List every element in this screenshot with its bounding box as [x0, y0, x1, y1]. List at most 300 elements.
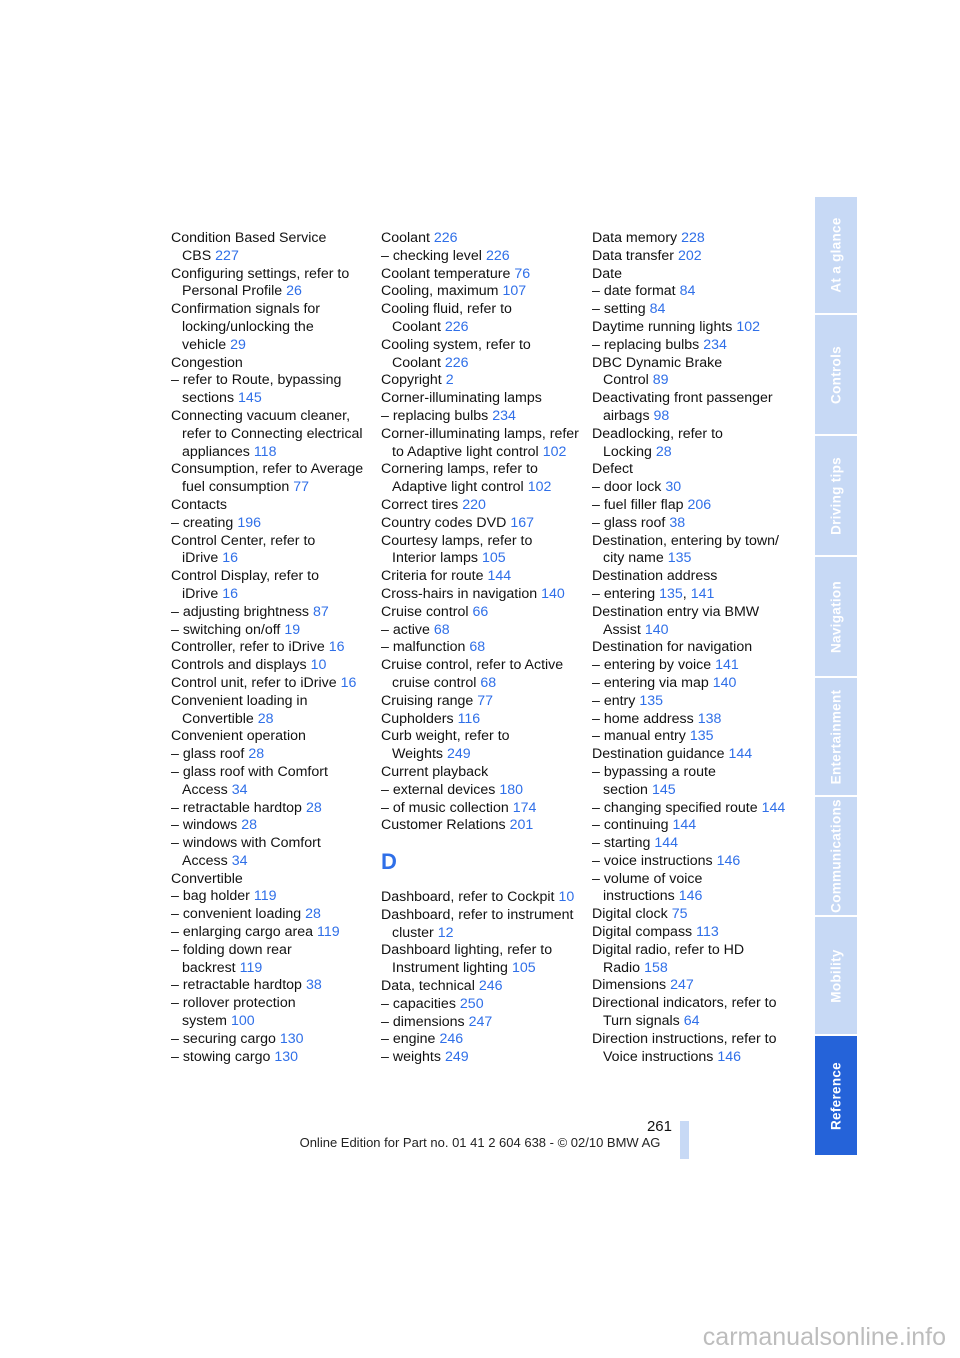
page-ref-link[interactable]: 228: [681, 230, 705, 246]
index-entry-text: Cooling system, refer to Coolant: [381, 336, 531, 371]
page-ref-link[interactable]: 26: [286, 283, 302, 300]
page-ref-link[interactable]: 12: [437, 924, 454, 941]
page-ref-link[interactable]: 28: [257, 710, 274, 727]
index-entry-text: – door lock: [592, 479, 662, 496]
page-ref-link[interactable]: 28: [248, 746, 265, 763]
index-entry: [171, 800, 369, 818]
index-entry-text: Defect: [592, 461, 634, 478]
page-ref-link[interactable]: 135: [639, 692, 664, 709]
page-ref-link[interactable]: 135: [667, 550, 692, 567]
page-ref-link[interactable]: 167: [510, 514, 535, 531]
index-entry: [592, 693, 790, 711]
index-entry-text: Cornering lamps, refer to Adaptive light control: [381, 461, 538, 496]
page-ref-link[interactable]: 34: [231, 781, 248, 798]
index-entry-text: Congestion: [171, 354, 243, 371]
page-ref-link[interactable]: 226: [485, 247, 510, 264]
index-entry: [171, 871, 369, 889]
page-ref-link[interactable]: 28: [241, 817, 258, 834]
index-entry: [592, 497, 790, 515]
index-letter-heading: D: [381, 849, 397, 875]
index-entry: [381, 622, 579, 640]
index-entry: [381, 764, 579, 782]
section-tab-label: Driving tips: [828, 456, 844, 535]
index-entry: [171, 888, 369, 906]
index-entry-text: – folding down rear backrest: [171, 941, 292, 976]
page-ref-link[interactable]: 250: [459, 995, 484, 1012]
index-entry-text: – stowing cargo: [171, 1048, 271, 1065]
index-entry: [171, 1031, 369, 1049]
page-ref-link[interactable]: 28: [305, 799, 322, 816]
index-entry-text: Controls and displays: [171, 657, 307, 674]
index-entry-text: – capacities: [381, 995, 456, 1012]
page-ref-link[interactable]: 234: [492, 407, 516, 424]
page-ref-link[interactable]: 180: [499, 781, 524, 798]
index-entry: [592, 426, 790, 462]
index-entry-text: – checking level: [381, 247, 482, 264]
page-ref-link[interactable]: 145: [651, 781, 676, 798]
index-entry: [381, 1014, 579, 1032]
index-entry: [171, 924, 369, 942]
index-entry: [592, 906, 790, 924]
index-entry-text: – entering by voice: [592, 657, 712, 674]
page-ref-link[interactable]: 130: [274, 1048, 299, 1065]
page-ref-separator: ,: [682, 585, 687, 602]
index-entry: [381, 248, 579, 266]
index-entry: [592, 746, 790, 764]
section-tab-mobility[interactable]: [815, 917, 857, 1034]
index-entry-text: Daytime running lights: [592, 318, 733, 335]
page-ref-link[interactable]: 76: [514, 265, 531, 282]
index-entry: [592, 924, 790, 942]
index-entry-text: – of music collection: [381, 799, 509, 816]
index-entry-text: – malfunction: [381, 639, 466, 656]
index-entry-text: – glass roof with Comfort Access: [171, 763, 328, 798]
index-entry-text: Cupholders: [381, 710, 454, 727]
index-entry-text: Dimensions: [592, 977, 667, 994]
index-entry-text: Contacts: [171, 496, 227, 513]
index-entry: [381, 817, 579, 835]
page-ref-link[interactable]: 119: [239, 959, 263, 976]
page-ref-link[interactable]: 234: [703, 336, 727, 353]
index-entry: [171, 461, 369, 497]
index-entry: [592, 657, 790, 675]
index-entry-text: Deactivating front passenger airbags: [592, 390, 773, 424]
page-ref-link[interactable]: 77: [293, 479, 310, 496]
index-entry: [592, 977, 790, 995]
index-entry: [381, 639, 579, 657]
page-ref-link[interactable]: 246: [478, 978, 503, 995]
page-ref-link[interactable]: 226: [444, 354, 469, 371]
section-tab-label: Entertainment: [828, 689, 844, 784]
page-ref-link[interactable]: 102: [542, 443, 567, 460]
index-entry: [592, 800, 790, 818]
page-ref-link[interactable]: 38: [669, 514, 686, 531]
section-tab-label: Controls: [828, 345, 844, 404]
index-entry: [592, 728, 790, 746]
index-entry: [171, 942, 369, 978]
watermark: carmanualsonline.info: [702, 1323, 946, 1351]
index-entry-text: Corner-illuminating lamps, refer to Adaptive light control: [381, 425, 579, 460]
page-ref-link[interactable]: 249: [447, 746, 471, 763]
page-ref-link[interactable]: 247: [670, 977, 694, 994]
index-entry: [381, 693, 579, 711]
page-ref-link[interactable]: 2: [445, 372, 454, 389]
page-ref-link[interactable]: 77: [477, 692, 494, 709]
index-entry: [171, 533, 369, 569]
index-entry: [381, 497, 579, 515]
page-ref-link[interactable]: 66: [472, 603, 489, 620]
section-tab-navigation[interactable]: [815, 557, 857, 676]
index-entry-text: Coolant: [381, 230, 430, 246]
index-entry: [592, 230, 790, 248]
page-ref-link[interactable]: 249: [444, 1049, 469, 1066]
index-entry-text: – switching on/off: [171, 621, 281, 638]
index-entry-text: Dashboard, refer to instrument cluster: [381, 906, 574, 941]
index-entry-text: – fuel filler flap: [592, 496, 684, 513]
index-entry-text: Controller, refer to iDrive: [171, 639, 325, 656]
index-entry: [381, 390, 579, 408]
page-ref-link[interactable]: 145: [238, 390, 262, 407]
page-ref-link[interactable]: 30: [665, 479, 682, 496]
index-entry-text: Convenient loading in Convertible: [171, 692, 308, 727]
index-entry: [381, 533, 579, 569]
page-ref-link[interactable]: 158: [644, 959, 668, 976]
index-entry: [171, 977, 369, 995]
index-entry: [171, 497, 369, 515]
page-ref-link[interactable]: 226: [444, 318, 469, 335]
index-entry: [592, 675, 790, 693]
page-ref-link[interactable]: 89: [652, 372, 669, 389]
index-entry: [381, 461, 579, 497]
index-entry-text: – entry: [592, 692, 636, 709]
index-entry: [381, 1031, 579, 1049]
index-entry-text: – external devices: [381, 781, 496, 798]
index-entry: [381, 711, 579, 729]
page-ref-link[interactable]: 29: [230, 336, 246, 353]
index-entry-text: – bag holder: [171, 888, 250, 905]
index-entry: [592, 835, 790, 853]
index-entry: [381, 337, 579, 373]
page-ref-link[interactable]: 68: [469, 639, 486, 656]
index-entry-text: – enlarging cargo area: [171, 924, 313, 941]
index-entry-text: – starting: [592, 835, 651, 852]
index-entry-text: Consumption, refer to Average fuel consumption: [171, 461, 364, 496]
index-entry-text: – windows with Comfort Access: [171, 835, 321, 869]
index-entry-text: – engine: [381, 1031, 436, 1048]
page-ref-link[interactable]: 113: [696, 924, 719, 941]
index-entry: [171, 764, 369, 800]
page-ref-link[interactable]: 144: [654, 835, 679, 852]
page-ref-link[interactable]: 140: [712, 674, 737, 691]
index-entry: [381, 657, 579, 693]
index-entry: [171, 639, 369, 657]
index-entry: [381, 907, 579, 943]
index-entry-text: – volume of voice instructions: [592, 870, 703, 905]
index-entry: [592, 319, 790, 337]
page-ref-link[interactable]: 118: [253, 443, 277, 460]
index-entry: [381, 568, 579, 586]
page-ref-link[interactable]: 138: [697, 710, 722, 727]
index-column-1: [171, 230, 369, 1066]
index-entry-text: Customer Relations: [381, 817, 506, 834]
index-entry-text: Data, technical: [381, 978, 475, 995]
index-entry-text: – refer to Route, bypassing sections: [171, 372, 342, 407]
index-entry-text: Control unit, refer to iDrive: [171, 674, 337, 691]
index-entry: [171, 693, 369, 729]
index-entry-text: Digital radio, refer to HD Radio: [592, 941, 745, 976]
page-ref-link[interactable]: 141: [690, 585, 715, 602]
index-entry-text: Condition Based Service CBS: [171, 230, 327, 264]
index-entry: [592, 586, 790, 604]
footer-text: Online Edition for Part no. 01 41 2 604 638 - © 02/10 BMW AG: [299, 1135, 661, 1150]
index-entry-text: Control Display, refer to iDrive: [171, 568, 319, 602]
index-entry: [592, 533, 790, 569]
index-entry: [592, 604, 790, 640]
index-entry-text: – manual entry: [592, 728, 686, 745]
index-entry: [171, 995, 369, 1031]
page-ref-link[interactable]: 144: [728, 746, 753, 763]
index-entry-text: Cruise control: [381, 603, 469, 620]
index-entry-text: – glass roof: [592, 514, 666, 531]
page-ref-link[interactable]: 68: [433, 621, 450, 638]
index-entry: [171, 372, 369, 408]
index-entry-text: Copyright: [381, 372, 442, 389]
index-entry: [171, 622, 369, 640]
index-entry: [171, 266, 369, 302]
index-entry-text: – adjusting brightness: [171, 603, 310, 620]
index-entry: [381, 728, 579, 764]
page-ref-link[interactable]: 144: [487, 568, 512, 585]
index-entry-text: – continuing: [592, 817, 669, 834]
section-tab-at-a-glance[interactable]: [815, 197, 857, 313]
index-entry: [592, 871, 790, 907]
page-ref-link[interactable]: 98: [653, 407, 670, 424]
page-ref-link[interactable]: 146: [678, 888, 703, 905]
index-entry-text: Data transfer: [592, 247, 675, 264]
index-entry-text: – retractable hardtop: [171, 799, 302, 816]
index-entry: [592, 266, 790, 284]
section-tab-label: Mobility: [828, 948, 844, 1003]
index-entry-text: Country codes DVD: [381, 514, 507, 531]
index-entry-text: Courtesy lamps, refer to Interior lamps: [381, 532, 533, 567]
page-ref-link[interactable]: 146: [716, 852, 741, 869]
index-entry: [171, 604, 369, 622]
index-entry: [592, 817, 790, 835]
index-entry-text: Date: [592, 265, 622, 282]
page-ref-link[interactable]: 16: [340, 674, 357, 691]
page-ref-link[interactable]: 64: [683, 1013, 700, 1030]
index-entry-text: Dashboard, refer to Cockpit: [381, 889, 555, 906]
page-ref-link[interactable]: 19: [284, 621, 301, 638]
index-entry-text: Convenient operation: [171, 728, 306, 745]
index-entry: [381, 266, 579, 284]
page-ref-link[interactable]: 119: [316, 924, 340, 941]
index-entry-text: – securing cargo: [171, 1030, 276, 1047]
index-entry-text: – convenient loading: [171, 906, 302, 923]
index-entry: [171, 1049, 369, 1067]
page-ref-link[interactable]: 227: [215, 247, 239, 264]
page-ref-link[interactable]: 28: [655, 443, 672, 460]
index-entry-text: Connecting vacuum cleaner, refer to Connecting electrical appliances: [171, 407, 363, 460]
page-ref-link[interactable]: 196: [237, 514, 261, 531]
index-entry: [592, 764, 790, 800]
index-entry: [592, 355, 790, 391]
index-entry-text: Directional indicators, refer to Turn signals: [592, 995, 777, 1030]
index-entry: [171, 301, 369, 354]
index-entry: [381, 283, 579, 301]
index-entry-text: Digital clock: [592, 906, 668, 923]
index-column-2: [381, 230, 579, 1067]
index-entry: [171, 906, 369, 924]
page-ref-link[interactable]: 16: [222, 585, 239, 602]
section-tab-label: Communications: [828, 799, 844, 913]
index-entry: [592, 853, 790, 871]
page-ref-link[interactable]: 105: [511, 960, 536, 977]
index-entry-text: Cruising range: [381, 692, 474, 709]
page-ref-link[interactable]: 116: [457, 710, 481, 727]
page-ref-link[interactable]: 130: [279, 1030, 304, 1047]
index-entry-text: – replacing bulbs: [381, 407, 489, 424]
page-ref-link[interactable]: 68: [480, 674, 497, 691]
page-ref-link[interactable]: 119: [253, 888, 277, 905]
page-ref-link[interactable]: 28: [305, 906, 321, 923]
index-entry-text: Convertible: [171, 870, 243, 887]
index-entry-text: DBC Dynamic Brake Control: [592, 354, 723, 389]
index-entry-text: Confirmation signals for locking/unlocking the vehicle: [171, 301, 321, 353]
page-ref-link[interactable]: 202: [678, 247, 702, 264]
page-ref-link[interactable]: 16: [328, 639, 345, 656]
index-entry-text: – changing specified route: [592, 799, 758, 816]
index-entry: [381, 230, 579, 248]
index-entry: [592, 461, 790, 479]
index-entry: [592, 479, 790, 497]
section-tab-communications[interactable]: [815, 797, 857, 915]
page-ref-link[interactable]: 247: [468, 1013, 493, 1030]
index-entry-text: Control Center, refer to iDrive: [171, 532, 316, 567]
index-entry: [592, 639, 790, 657]
index-entry: [171, 657, 369, 675]
index-entry-text: Curb weight, refer to Weights: [381, 728, 510, 763]
index-entry: [171, 675, 369, 693]
index-entry: [381, 996, 579, 1014]
page-ref-link[interactable]: 105: [481, 550, 506, 567]
page-ref-link[interactable]: 144: [672, 817, 697, 834]
index-entry: [381, 586, 579, 604]
index-entry: [171, 817, 369, 835]
page-ref-link[interactable]: 87: [313, 603, 329, 620]
page-ref-link[interactable]: 140: [644, 621, 669, 638]
page-ref-link[interactable]: 174: [512, 799, 537, 816]
index-entry: [381, 515, 579, 533]
page-ref-link[interactable]: 140: [541, 585, 565, 602]
index-entry: [171, 568, 369, 604]
index-entry-text: Cooling fluid, refer to Coolant: [381, 301, 512, 335]
index-entry-text: – rollover protection system: [171, 995, 296, 1030]
page-number: 261: [646, 1118, 672, 1135]
index-entry: [381, 604, 579, 622]
section-tab-label: At a glance: [828, 217, 844, 293]
index-entry-text: – voice instructions: [592, 852, 713, 869]
index-entry-text: Cross-hairs in navigation: [381, 585, 538, 602]
index-entry-text: Destination entry via BMW Assist: [592, 603, 760, 638]
index-entry: [381, 782, 579, 800]
page-ref-link[interactable]: 16: [222, 550, 239, 567]
section-tab-entertainment[interactable]: [815, 678, 857, 795]
page-ref-link[interactable]: 34: [231, 852, 248, 869]
index-entry: [592, 337, 790, 355]
index-entry: [171, 355, 369, 373]
index-entry-text: – entering: [592, 585, 656, 602]
page-ref-link[interactable]: 141: [715, 657, 739, 674]
index-entry-text: – windows: [171, 817, 238, 834]
index-entry: [171, 230, 369, 266]
index-entry: [592, 1031, 790, 1067]
index-entry-text: – retractable hardtop: [171, 977, 302, 994]
index-entry: [592, 942, 790, 978]
section-tab-driving-tips[interactable]: [815, 436, 857, 555]
page-ref-link[interactable]: 75: [671, 906, 688, 923]
page-ref-link[interactable]: 226: [433, 230, 458, 246]
index-entry: [592, 711, 790, 729]
page-ref-link[interactable]: 206: [687, 496, 712, 513]
index-entry-text: – bypassing a route section: [592, 763, 716, 798]
page-ref-link[interactable]: 146: [717, 1048, 742, 1065]
index-entry: [171, 515, 369, 533]
page-ref-link[interactable]: 38: [305, 977, 322, 994]
page-ref-link[interactable]: 10: [310, 657, 327, 674]
index-entry: [592, 390, 790, 426]
index-entry: [381, 372, 579, 390]
page-ref-link[interactable]: 135: [659, 585, 683, 602]
index-entry-text: Deadlocking, refer to Locking: [592, 425, 723, 460]
index-entry: [381, 942, 579, 978]
page-ref-link[interactable]: 220: [462, 496, 486, 513]
index-entry-text: Criteria for route: [381, 568, 484, 585]
index-entry: [381, 800, 579, 818]
page-ref-link[interactable]: 144: [761, 799, 786, 816]
page-ref-link[interactable]: 84: [679, 283, 696, 300]
page-ref-link[interactable]: 107: [502, 283, 527, 300]
page-ref-link[interactable]: 84: [649, 301, 666, 318]
page-ref-link[interactable]: 10: [558, 889, 575, 906]
index-entry: [381, 301, 579, 337]
page-ref-link[interactable]: 102: [736, 318, 761, 335]
page-ref-link[interactable]: 102: [527, 479, 552, 496]
index-entry: [381, 408, 579, 426]
page-ref-link[interactable]: 135: [689, 728, 714, 745]
index-entry: [171, 408, 369, 461]
index-entry: [381, 1049, 579, 1067]
index-entry-text: – setting: [592, 301, 646, 318]
index-entry: [592, 283, 790, 301]
index-entry-text: – date format: [592, 283, 676, 300]
index-entry-text: Cruise control, refer to Active cruise control: [381, 657, 564, 691]
page-ref-link[interactable]: 201: [509, 817, 534, 834]
index-entry-text: – home address: [592, 710, 694, 727]
index-entry-text: Digital compass: [592, 924, 693, 941]
index-entry-text: – active: [381, 621, 430, 638]
index-entry-text: – creating: [171, 514, 234, 531]
page-ref-link[interactable]: 100: [230, 1013, 255, 1030]
index-entry-text: Dashboard lighting, refer to Instrument lighting: [381, 942, 553, 977]
index-entry: [171, 746, 369, 764]
page-ref-link[interactable]: 246: [439, 1031, 464, 1048]
index-entry-text: Cooling, maximum: [381, 283, 499, 300]
index-entry-text: Data memory: [592, 230, 678, 246]
index-entry-text: – dimensions: [381, 1013, 465, 1030]
section-tab-controls[interactable]: [815, 315, 857, 434]
index-entry: [171, 728, 369, 746]
